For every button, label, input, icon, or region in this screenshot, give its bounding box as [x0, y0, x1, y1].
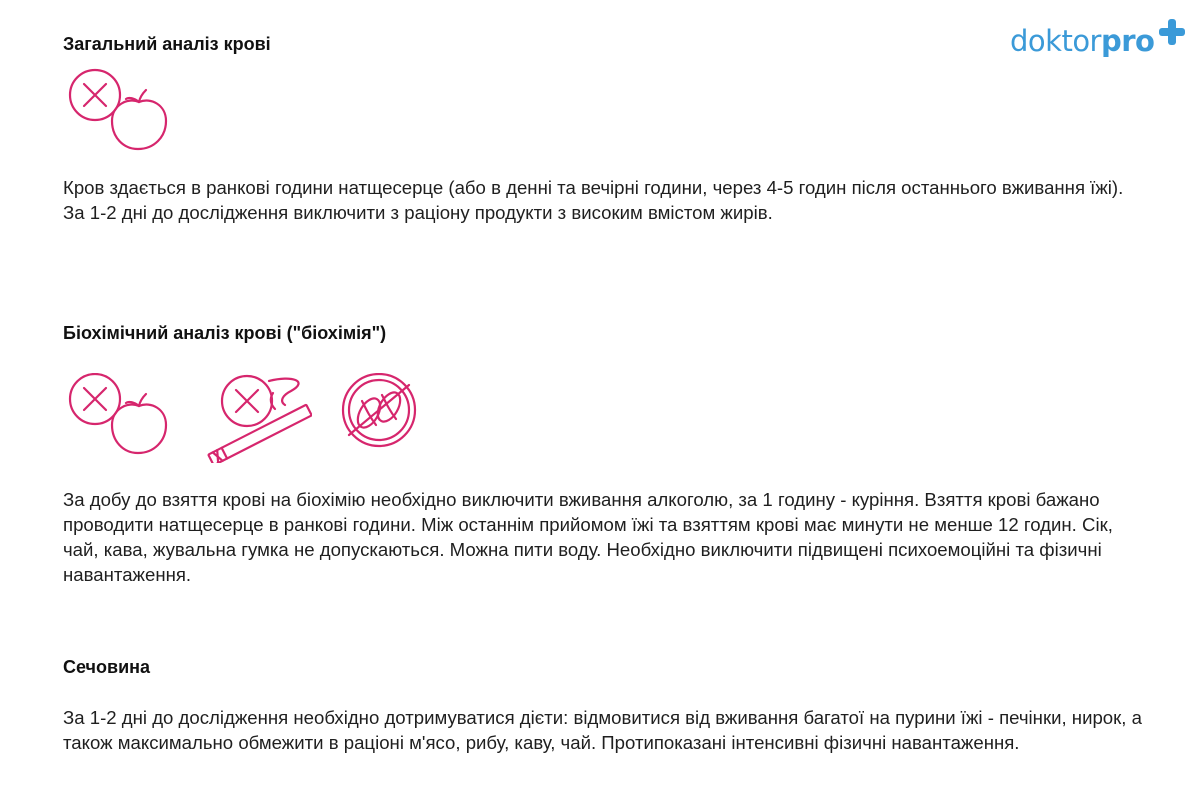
no-coffee-icon [334, 373, 424, 463]
logo-text-accent: pro [1100, 24, 1155, 58]
section-text-biochemistry: За добу до взяття крові на біохімію необхідно виключити вживання алкоголю, за 1 годину - куріння. Взяття крові бажано проводити натщесерце в ранкові години. Між останнім прийомом їжі та взяттям крові має минути не менше 12 годин. Сік, чай, кава, жувальна гумка не допускаються. Можна пити воду. Необхідно виключити підвищені психоемоційні та фізичні навантаження. [63, 489, 1113, 585]
section-icons [60, 373, 424, 463]
logo-text-main: doktor [1010, 24, 1101, 58]
section-title-urea: Сечовина [63, 657, 151, 677]
no-food-icon [60, 373, 175, 463]
section-title-biochemistry: Біохімічний аналіз крові ("біохімія") [63, 323, 387, 343]
doktorpro-logo[interactable] [1010, 18, 1185, 63]
no-smoking-icon [197, 373, 312, 463]
section-text-general-blood-test: Кров здається в ранкові години натщесерце (або в денні та вечірні години, через 4-5 годин після останнього вживання їжі). За 1-2 дні до дослідження виключити з раціону продукти з високим вмістом жирів. [63, 177, 1124, 223]
no-food-icon [60, 65, 175, 155]
section-title-general-blood-test: Загальний аналіз крові [63, 34, 271, 54]
plus-icon [1158, 18, 1186, 51]
section-text-urea: За 1-2 дні до дослідження необхідно дотримуватися дієти: відмовитися від вживання багатої на пурини їжі - печінки, нирок, а також максимально обмежити в раціоні м'ясо, рибу, каву, чай. Протипоказані інтенсивні фізичні навантаження. [63, 707, 1142, 753]
logo-wordmark [1010, 24, 1154, 58]
section-icons [60, 65, 175, 155]
